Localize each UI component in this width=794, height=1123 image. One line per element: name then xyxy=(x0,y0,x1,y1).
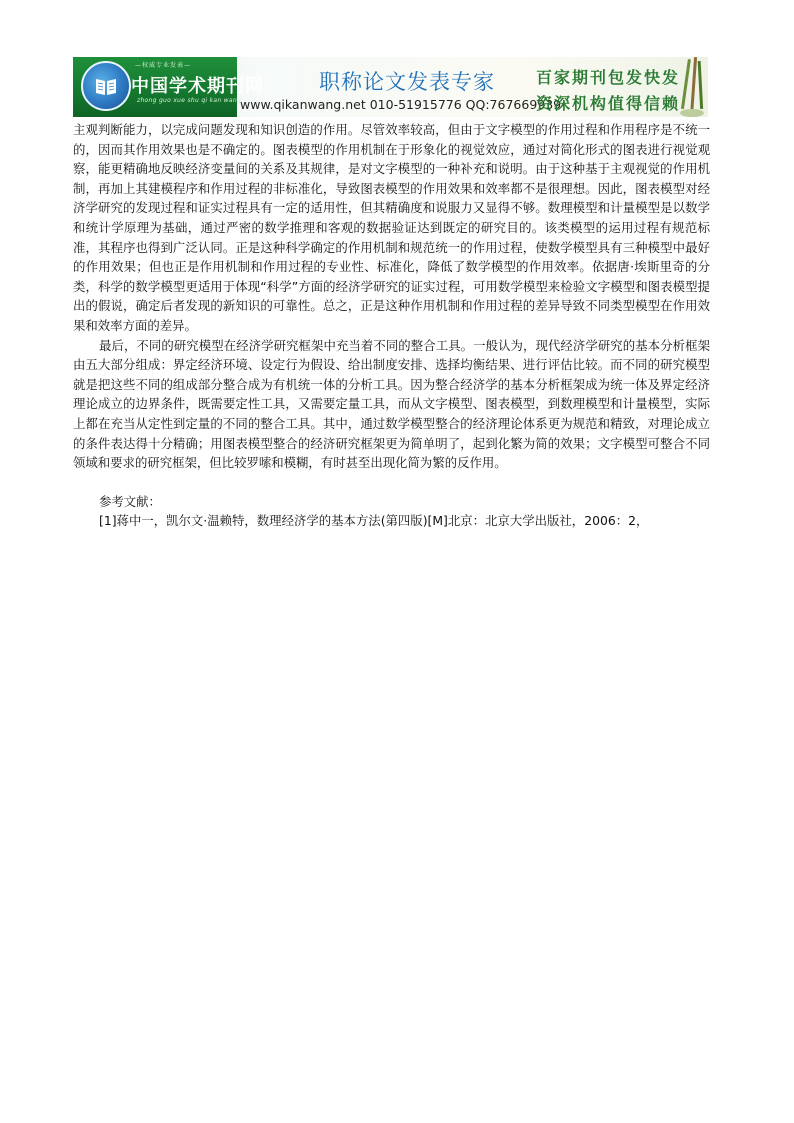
references-heading: 参考文献： xyxy=(99,493,161,509)
banner-slogan-line1: 百家期刊包发快发 xyxy=(536,68,681,87)
logo-pinyin: zhong guo xue shu qi kan wang xyxy=(137,97,242,104)
logo-emblem xyxy=(81,61,131,111)
header-banner xyxy=(73,57,708,117)
reference-item: [1]蒋中一，凯尔文·温赖特，数理经济学的基本方法(第四版)[M]北京：北京大学出版社，2006：2， xyxy=(99,513,649,529)
references-section xyxy=(73,492,710,531)
banner-contact[interactable]: www.qikanwang.net 010-51915776 QQ:767669939 xyxy=(240,97,562,112)
book-icon xyxy=(94,75,118,97)
logo-tagline: —权威专业发表— xyxy=(135,62,192,69)
brush-decoration-icon xyxy=(678,57,708,117)
body-paragraph-1: 主观判断能力，以完成问题发现和知识创造的作用。尽管效率较高，但由于文字模型的作用过程和作用程序是不统一的，因而其作用效果也是不确定的。图表模型的作用机制在于形象化的视觉效应，通过对简化形式的图表进行视觉观察，能更精确地反映经济变量间的关系及其规律，是对文字模型的一种补充和说明。由于这种基于主观视觉的作用机制，再加上其建模程序和作用过程的非标准化，导致图表模型的作用效果和效率都不是很理想。因此，图表模型对经济学研究的发现过程和证实过程具有一定的适用性，但其精确度和说服力又显得不够。数理模型和计量模型是以数学和统计学原理为基础，通过严密的数学推理和客观的数据验证达到既定的研究目的。该类模型的运用过程有规范标准，其程序也得到广泛认同。正是这种科学确定的作用机制和规范统一的作用过程，使数学模型具有三种模型中最好的作用效果；但也正是作用机制和作用过程的专业性、标准化，降低了数学模型的作用效率。依据唐·埃斯里奇的分类，科学的数学模型更适用于体现“科学”方面的经济学研究的证实过程，可用数学模型来检验文字模型和图表模型提出的假说，确定后者发现的新知识的可靠性。总之，正是这种作用机制和作用过程的差异导致不同类型模型在作用效果和效率方面的差异。 xyxy=(73,122,710,333)
logo-name: 中国学术期刊网 xyxy=(131,76,264,97)
article-body xyxy=(73,120,710,531)
site-logo[interactable] xyxy=(73,57,264,117)
banner-title: 职称论文发表专家 xyxy=(319,70,495,94)
banner-slogan-line2: 资深机构值得信赖 xyxy=(536,94,681,113)
body-paragraph-2: 最后，不同的研究模型在经济学研究框架中充当着不同的整合工具。一般认为，现代经济学研究的基本分析框架由五大部分组成：界定经济环境、设定行为假设、给出制度安排、选择均衡结果、进行评估比较。而不同的研究模型就是把这些不同的组成部分整合成为有机统一体的分析工具。因为整合经济学的基本分析框架成为统一体及界定经济理论成立的边界条件，既需要定性工具，又需要定量工具，而从文字模型、图表模型，到数理模型和计量模型，实际上都在充当从定性到定量的不同的整合工具。其中，通过数学模型整合的经济理论体系更为规范和精致，对理论成立的条件表达得十分精确；用图表模型整合的经济研究框架更为简单明了，起到化繁为简的效果；文字模型可整合不同领域和要求的研究框架，但比较罗嗦和模糊，有时甚至出现化简为繁的反作用。 xyxy=(73,337,710,471)
